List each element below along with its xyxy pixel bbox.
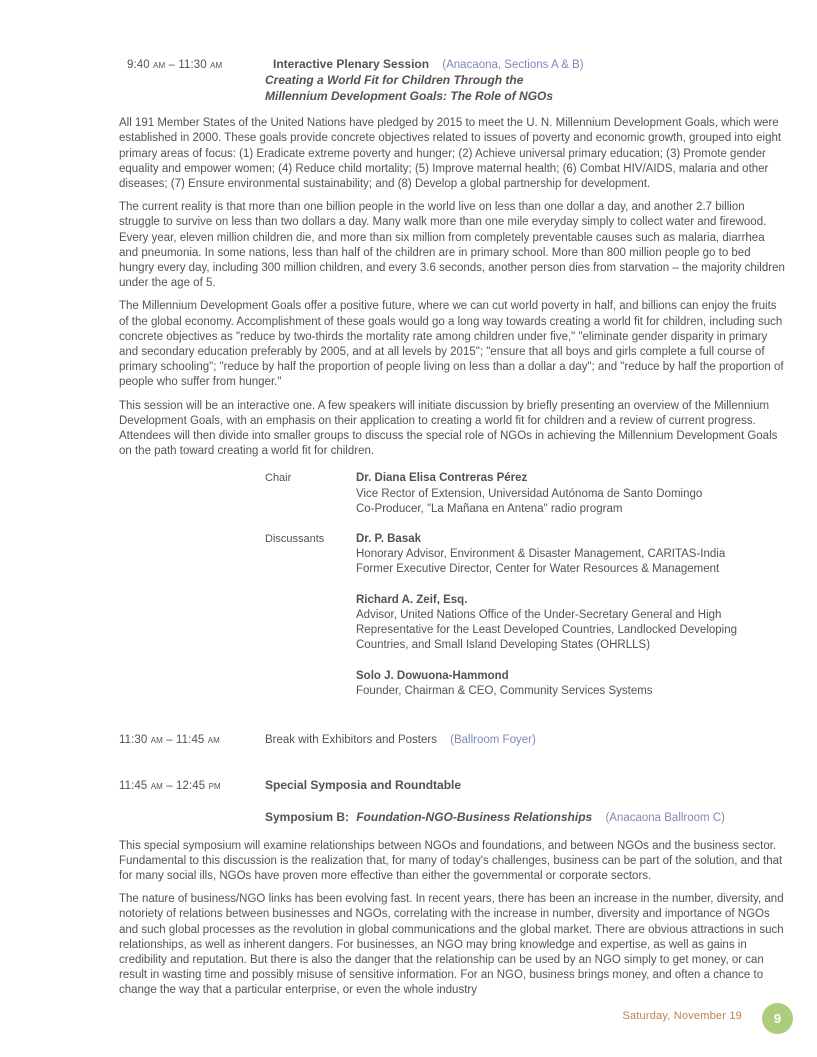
discussant-row-2 — [265, 593, 785, 654]
discussant-2-details — [356, 593, 737, 654]
symposia-paragraph-1: This special symposium will examine relationships between NGOs and foundations, and between NGOs and the business sector. Fundamental to this discussion is the realization that, for many of today's challenges, business can be part of the solution, and that for many social ills, NGOs have proven more effective than either the governmental or corporate sectors. — [119, 839, 783, 882]
page-number-badge — [762, 1003, 793, 1034]
plenary-title: Interactive Plenary Session — [273, 57, 430, 71]
plenary-paragraph-3: The Millennium Development Goals offer a positive future, where we can cut world poverty in half, and billions can enjoy the fruits of the global economy. Accomplishment of these goals would go a long way towards creating a world fit for children, including such concrete objectives as "reduce by two-thirds the mortality rate among children under five," "eliminate gender disparity in primary and secondary education preferably by 2005, and at all levels by 2015"; "ensure that all boys and girls complete a full course of primary schooling"; "reduce by half the proportion of people living on less than a dollar a day"; and "reduce by half the proportion of people who suffer from hunger." — [119, 300, 784, 389]
chair-role-2: Co-Producer, "La Mañana en Antena" radio program — [356, 502, 623, 515]
discussant-3-details — [356, 669, 653, 699]
discussant-3-name: Solo J. Dowuona-Hammond — [356, 669, 509, 682]
symposia-title: Special Symposia and Roundtable — [265, 778, 462, 793]
plenary-paragraph-2: The current reality is that more than one billion people in the world live on less than one dollar a day, and another 2.7 billion struggle to survive on less than two dollars a day. Many walk more than one mile everyday simply to collect water and firewood. Every year, eleven million children die, and more than six million from completely preventable causes such as malaria, diarrhea and pneumonia. In some nations, less than half of the children are in primary school. More than 800 million people go to bed hungry every day, including 300 million children, and every 3.6 seconds, another person dies from starvation – the majority children under the age of 5. — [119, 201, 785, 290]
break-time: 11:30 am – 11:45 am — [119, 733, 220, 746]
break-title-row — [265, 733, 785, 748]
symposium-b-title: Foundation-NGO-Business Relationships — [356, 810, 593, 825]
discussant-1-role-1: Honorary Advisor, Environment & Disaster Management, CARITAS-India — [356, 548, 726, 561]
discussant-2-name: Richard A. Zeif, Esq. — [356, 593, 468, 606]
discussant-1-name: Dr. P. Basak — [356, 533, 422, 546]
symposium-b-row — [265, 810, 785, 826]
plenary-paragraph-4: This session will be an interactive one. A few speakers will initiate discussion by briefly presenting an overview of the Millennium Development Goals, with an emphasis on their application to creating a world fit for children and a review of current progress. Attendees will then divide into smaller groups to discuss the special role of NGOs in achieving the Millennium Development Goals on the path toward creating a world fit for children. — [119, 399, 778, 458]
chair-name: Dr. Diana Elisa Contreras Pérez — [356, 472, 528, 485]
plenary-subtitle-line2: Millennium Development Goals: The Role of NGOs — [265, 88, 554, 103]
break-location: (Ballroom Foyer) — [450, 733, 536, 746]
discussant-2-role-1: Advisor, United Nations Office of the Under-Secretary General and High — [356, 608, 722, 621]
plenary-location: (Anacaona, Sections A & B) — [442, 59, 584, 71]
plenary-title-row — [273, 57, 785, 73]
page-content — [119, 57, 785, 1007]
footer-date: Saturday, November 19 — [622, 1010, 742, 1022]
discussant-row-1 — [265, 532, 785, 578]
chair-role-1: Vice Rector of Extension, Universidad Autónoma de Santo Domingo — [356, 487, 703, 500]
chair-label: Chair — [265, 472, 292, 485]
plenary-session-header — [119, 57, 785, 73]
discussant-1-role-2: Former Executive Director, Center for Water Resources & Management — [356, 563, 720, 576]
break-session-header — [119, 733, 785, 748]
symposia-time: 11:45 am – 12:45 pm — [119, 780, 221, 793]
page-number: 9 — [773, 1010, 782, 1026]
plenary-description — [119, 116, 785, 459]
chair-row — [265, 471, 785, 517]
symposia-session-header — [119, 778, 785, 794]
discussant-2-role-2: Representative for the Least Developed Countries, Landlocked Developing — [356, 624, 738, 637]
symposium-b-location: (Anacaona Ballroom C) — [605, 812, 725, 825]
symposia-paragraph-2: The nature of business/NGO links has been evolving fast. In recent years, there has been an increase in the number, diversity, and notoriety of relations between businesses and NGOs, correlating with the increase in number, diversity and importance of NGOs and such global processes as the revolution in global communications and the global market. There are obvious attractions in such relationships, as well as inherent dangers. For businesses, an NGO may bring knowledge and expertise, as well as gains in credibility and reputation. But there is also the danger that the relationship can be used by an NGO simply to get money, or can result in wasting time and possibly misuse of sensitive information. For an NGO, business brings money, and often a chance to change the way that a particular enterprise, or even the whole industry — [119, 893, 784, 997]
discussants-label: Discussants — [265, 533, 325, 546]
plenary-subtitle-line1: Creating a World Fit for Children Through the — [265, 73, 524, 88]
symposia-description — [119, 839, 785, 999]
chair-details — [356, 471, 702, 517]
discussant-2-role-3: Countries, and Small Island Developing States (OHRLLS) — [356, 639, 651, 652]
plenary-paragraph-1: All 191 Member States of the United Nations have pledged by 2015 to meet the U. N. Millennium Development Goals, which were established in 2000. These goals provide concrete objectives related to issues of poverty and economic growth, grouped into eight primary areas of focus: (1) Eradicate extreme poverty and hunger; (2) Achieve universal primary education; (3) Promote gender equality and empower women; (4) Reduce child mortality; (5) Improve maternal health; (6) Combat HIV/AIDS, malaria and other diseases; (7) Ensure environmental sustainability; and (8) Develop a global partnership for development. — [119, 117, 782, 191]
discussant-3-role-1: Founder, Chairman & CEO, Community Services Systems — [356, 684, 653, 697]
discussant-1-details — [356, 532, 725, 578]
discussant-row-3 — [265, 669, 785, 699]
break-title: Break with Exhibitors and Posters — [265, 733, 437, 746]
plenary-time: 9:40 am – 11:30 am — [127, 59, 223, 71]
plenary-people — [265, 471, 785, 698]
symposium-b-label: Symposium B: — [265, 810, 350, 825]
